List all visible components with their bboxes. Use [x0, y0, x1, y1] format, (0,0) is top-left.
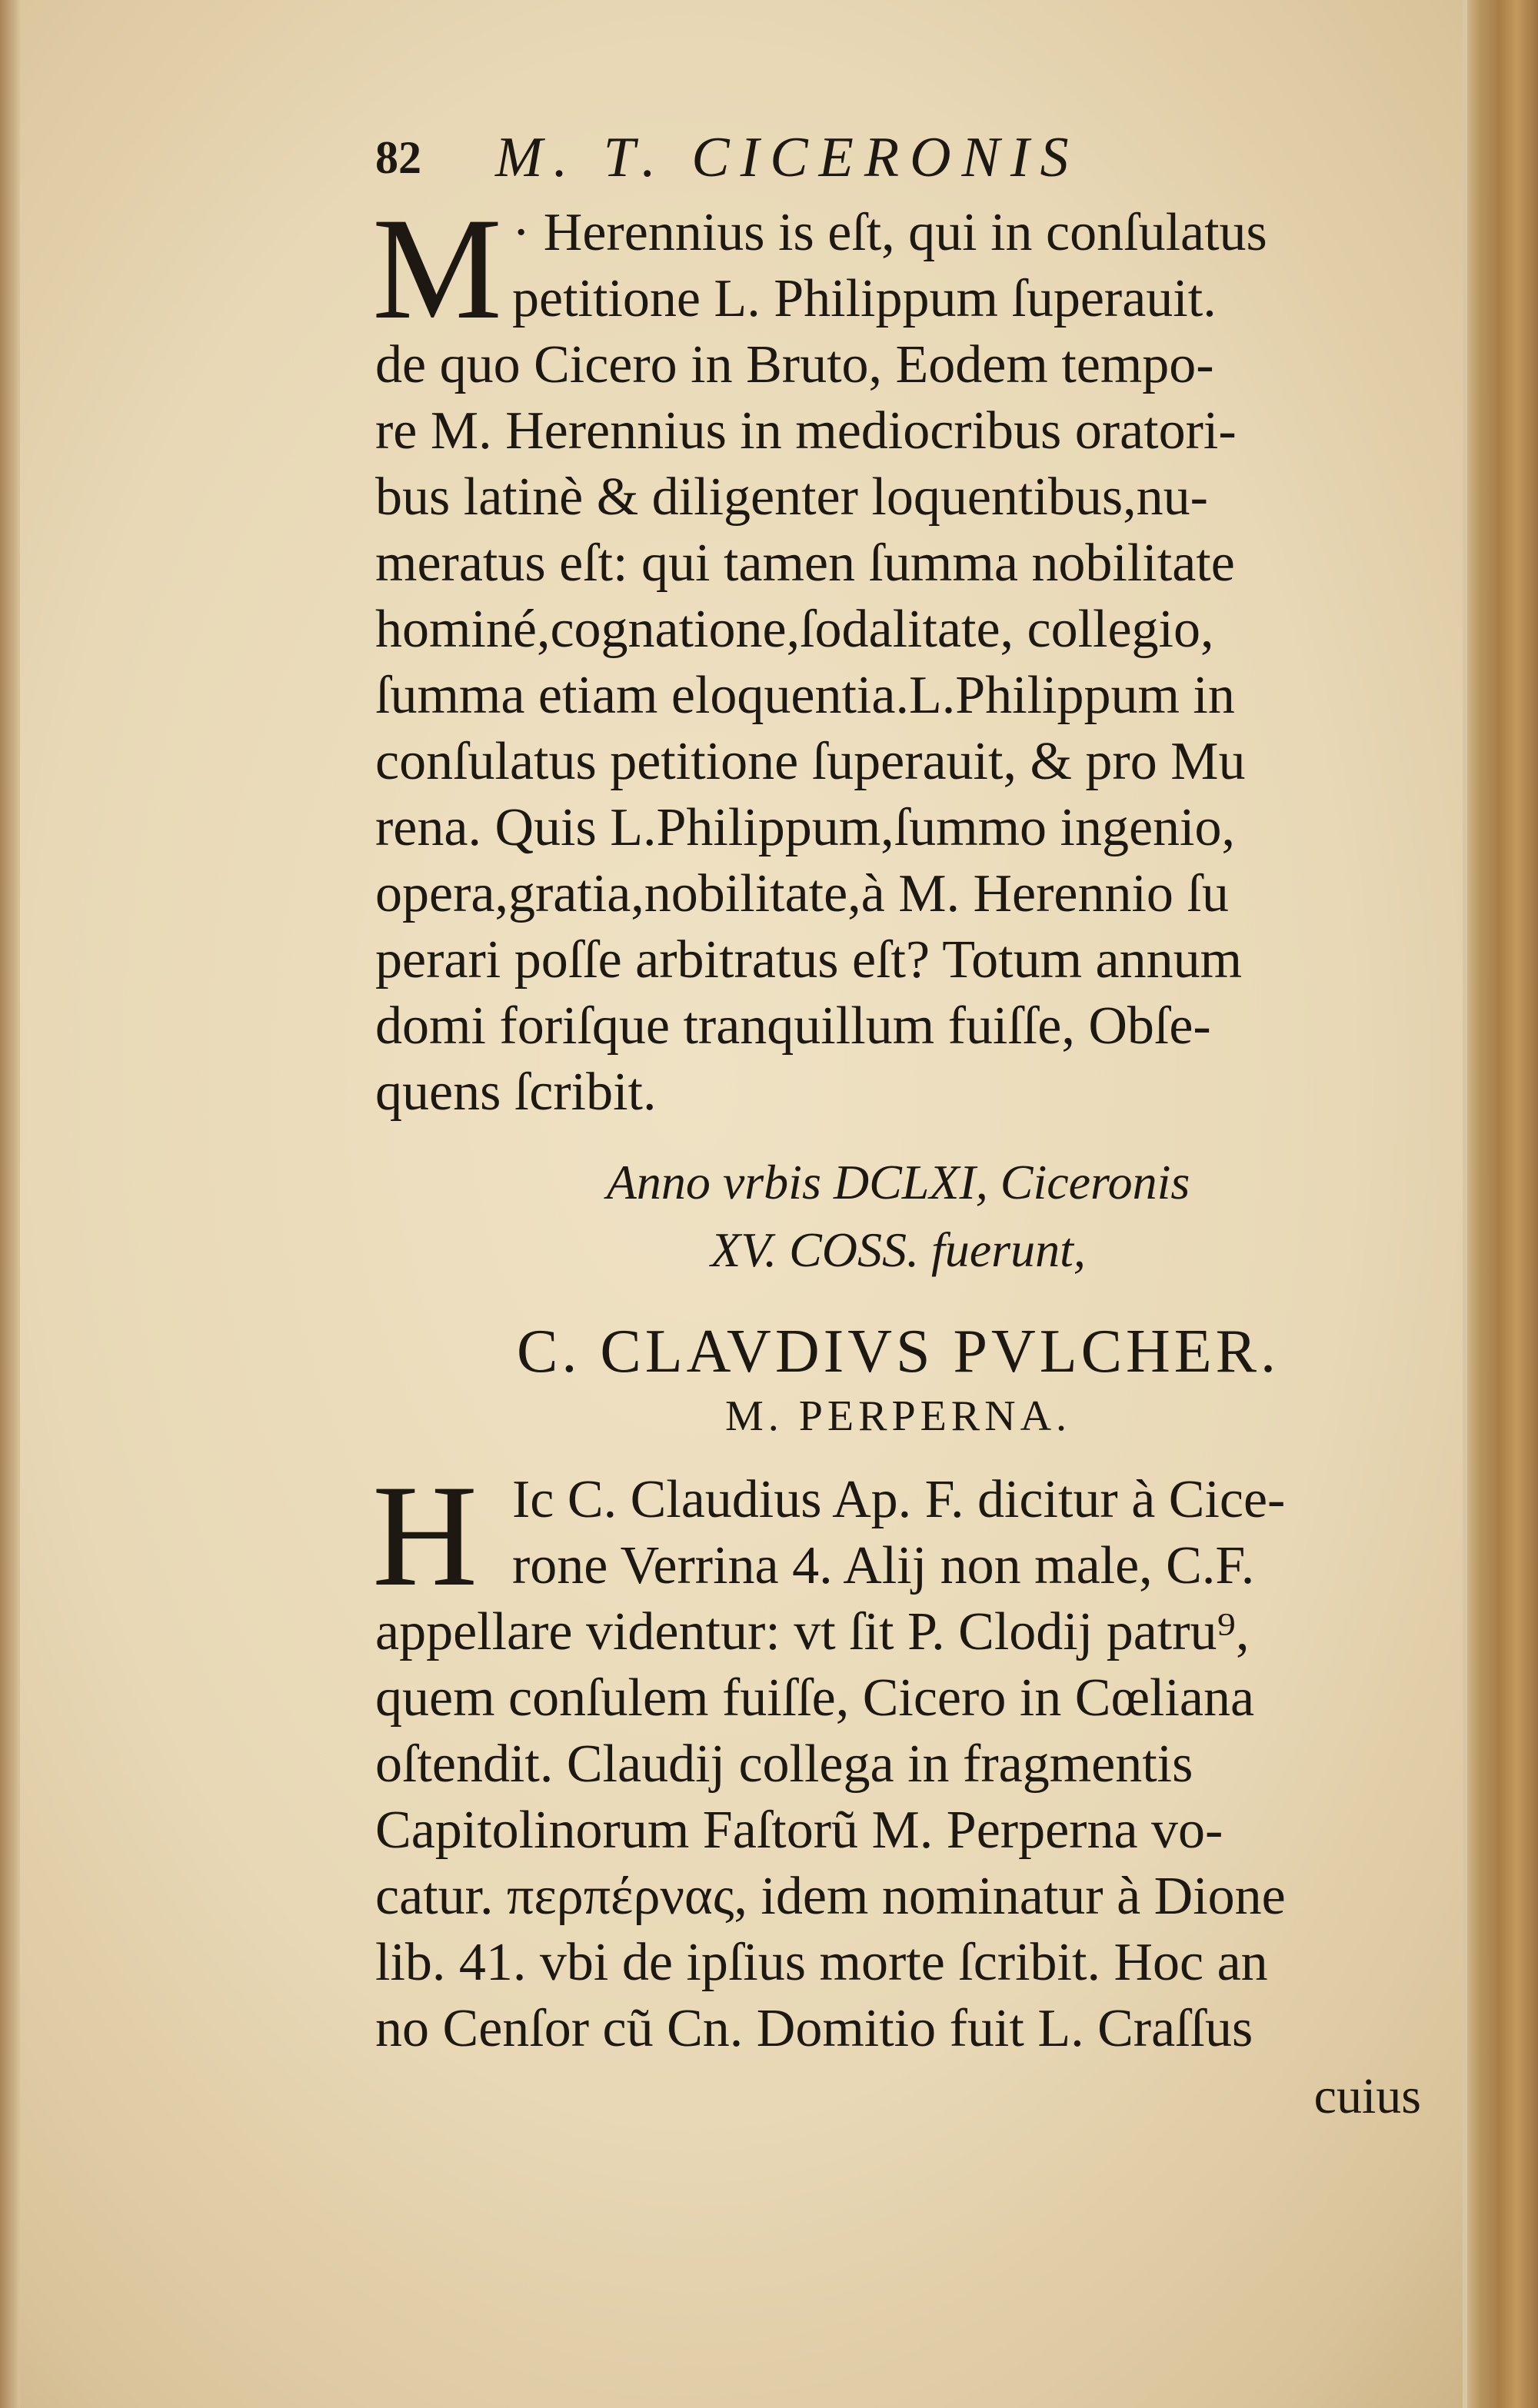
text-line: domi foriſque tranquillum fuiſſe, Obſe- — [375, 996, 1211, 1056]
drop-cap-h: H — [372, 1455, 478, 1617]
drop-cap-m: M — [372, 188, 502, 350]
text-line: bus latinè & diligenter loquentibus,nu- — [375, 467, 1208, 527]
text-line: oſtendit. Claudij collega in fragmentis — [375, 1734, 1193, 1794]
binding-gutter — [1467, 0, 1538, 2408]
text-line: rena. Quis L.Philippum,ſummo ingenio, — [375, 798, 1235, 857]
text-line: meratus eſt: qui tamen ſumma nobilitate — [375, 534, 1235, 593]
paragraph-herennius — [372, 188, 1421, 1126]
paragraph-claudius — [372, 1455, 1421, 2062]
text-line: quens ſcribit. — [375, 1063, 657, 1122]
text-line: no Cenſor cũ Cn. Domitio fuit L. Craſſus — [375, 1999, 1253, 2058]
text-line: de quo Cicero in Bruto, Eodem tempo- — [375, 335, 1214, 394]
text-line: · Herennius is eſt, qui in conſulatus — [512, 203, 1267, 262]
text-line: conſulatus petitione ſuperauit, & pro Mu — [375, 732, 1246, 791]
page-number: 82 — [375, 131, 421, 183]
text-line: ſumma etiam eloquentia.L.Philippum in — [375, 666, 1235, 725]
running-header — [375, 115, 1421, 200]
consul-heading: C. CLAVDIVS PVLCHER. — [517, 1318, 1280, 1385]
text-line: appellare videntur: vt ſit P. Clodij patru⁹, — [375, 1602, 1250, 1661]
text-line: rone Verrina 4. Alij non male, C.F. — [512, 1536, 1255, 1595]
spacer — [375, 1284, 1421, 1315]
text-line: petitione L. Philippum ſuperauit. — [512, 269, 1217, 328]
year-note-line-1: Anno vrbis DCLXI, Ciceronis — [606, 1155, 1190, 1209]
year-note-line-2: XV. COSS. fuerunt, — [711, 1222, 1086, 1277]
text-line: catur. περπέρνας, idem nominatur à Dione — [375, 1867, 1286, 1926]
consul-subheading: M. PERPERNA. — [724, 1392, 1072, 1440]
spacer — [375, 1444, 1421, 1467]
spacer — [375, 1126, 1421, 1149]
text-line: lib. 41. vbi de ipſius morte ſcribit. Hoc an — [375, 1933, 1268, 1992]
page-left-edge — [0, 0, 20, 2408]
text-block — [372, 115, 1421, 2131]
running-title: M. T. CICERONIS — [495, 125, 1080, 189]
text-line: hominé,cognatione,ſodalitate, collegio, — [375, 600, 1214, 659]
text-line: re M. Herennius in mediocribus oratori- — [375, 401, 1237, 461]
text-line: Capitolinorum Faſtorũ M. Perperna vo- — [375, 1801, 1223, 1860]
catchword: cuius — [1313, 2068, 1421, 2124]
text-line: Ic C. Claudius Ap. F. dicitur à Cice- — [512, 1470, 1286, 1529]
text-line: quem conſulem fuiſſe, Cicero in Cœliana — [375, 1668, 1255, 1728]
text-line: opera,gratia,nobilitate,à M. Herennio ſu — [375, 864, 1229, 923]
text-line: perari poſſe arbitratus eſt? Totum annum — [375, 930, 1243, 989]
